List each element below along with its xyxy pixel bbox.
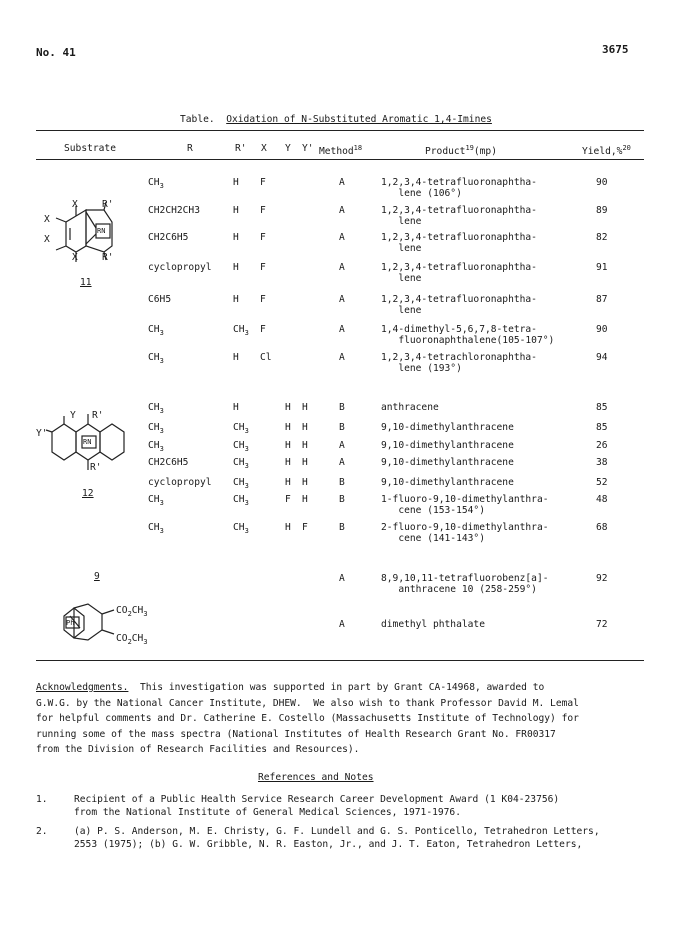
row-method-text: A [339, 324, 345, 335]
row-y-prime-text: H [302, 422, 308, 433]
row-r-prime [233, 494, 249, 509]
row-y [285, 494, 291, 505]
product-line-1: 1,2,3,4-tetrafluoronaphtha- [381, 205, 537, 216]
row-r [148, 422, 164, 437]
row-yield: 82 [596, 232, 608, 243]
row-yield: 87 [596, 294, 608, 305]
row-method [339, 619, 345, 630]
row-method [339, 352, 345, 363]
references-heading: References and Notes [258, 772, 374, 783]
row-method-text: A [339, 294, 345, 305]
product-mp: (mp) [473, 146, 497, 158]
row-y-text: H [285, 440, 291, 451]
ester-co-sub-2: 2 [127, 637, 132, 646]
row-yield: 85 [596, 422, 608, 433]
col-header-substrate: Substrate [64, 143, 116, 154]
s11-rn: RN [97, 227, 106, 235]
product-line-1: 1-fluoro-9,10-dimethylanthra- [381, 494, 549, 505]
row-r-prime [233, 457, 249, 472]
row-yield: 52 [596, 477, 608, 488]
ack-line-2: for helpful comments and Dr. Catherine E. Costello (Massachusetts Institute of Technology) for [36, 713, 579, 725]
row-y-prime-text: H [302, 494, 308, 505]
row-r-prime [233, 522, 249, 537]
ref-1-line-1: from the National Institute of General Medical Sciences, 1971-1976. [74, 806, 461, 818]
s11-x-top: X [72, 199, 78, 210]
row-r-sub: 3 [159, 426, 164, 435]
table-bottom-rule [36, 660, 644, 661]
col-header-yield [582, 143, 631, 157]
product-line-1: 1,2,3,4-tetrachloronaphtha- [381, 352, 537, 363]
row-method [339, 324, 345, 335]
row-method-text: B [339, 422, 345, 433]
row-r-text: CH [148, 440, 160, 451]
col-header-r: R [187, 143, 193, 154]
row-r-prime [233, 422, 249, 437]
row-product [381, 619, 485, 641]
row-y-prime-text: H [302, 477, 308, 488]
row-yield: 89 [596, 205, 608, 216]
structure-11-diagram [46, 198, 132, 268]
row-product [381, 262, 537, 284]
row-r-text: CH [148, 522, 160, 533]
row-r-prime [233, 205, 239, 220]
row-y-prime [302, 457, 308, 468]
row-r [148, 232, 188, 247]
row-r-prime-text: H [233, 205, 239, 216]
row-r-prime [233, 324, 249, 339]
row-r-sub: 3 [159, 356, 164, 365]
ester-ch-2: CH [131, 633, 144, 644]
row-r-sub: 3 [159, 328, 164, 337]
row-y-prime [302, 477, 308, 488]
row-x [260, 177, 266, 188]
product-line-2: fluoronaphthalene(105-107°) [398, 335, 555, 346]
row-r-sub: 3 [159, 444, 164, 453]
row-r-prime [233, 177, 239, 192]
row-yield: 68 [596, 522, 608, 533]
row-y-text: H [285, 457, 291, 468]
row-method [339, 440, 345, 451]
row-method [339, 422, 345, 433]
method-label: Method [319, 146, 354, 158]
row-yield: 48 [596, 494, 608, 505]
row-r-prime-text: H [233, 232, 239, 243]
row-r-prime-text: CH [233, 440, 245, 451]
row-x-text: F [260, 205, 266, 216]
row-x [260, 352, 272, 363]
row-y-prime [302, 402, 308, 413]
method-footnote: 18 [353, 144, 363, 152]
row-y [285, 457, 291, 468]
row-r-prime [233, 440, 249, 455]
row-method-text: B [339, 402, 345, 413]
product-line-2: lene [398, 305, 422, 316]
product-line-1: anthracene [381, 402, 439, 413]
row-r-prime-text: CH [233, 457, 245, 468]
product-line-1: 9,10-dimethylanthracene [381, 422, 514, 433]
s11-x-left: X [44, 214, 50, 225]
row-r-text: cyclopropyl [148, 477, 212, 488]
row-x-text: F [260, 177, 266, 188]
row-yield: 90 [596, 324, 608, 335]
row-x-text: Cl [260, 352, 272, 363]
row-product [381, 402, 439, 424]
product-line-1: 9,10-dimethylanthracene [381, 457, 514, 468]
substrate-label-11: 11 [80, 277, 92, 288]
s12-y: Y [70, 410, 76, 421]
row-yield: 72 [596, 619, 608, 630]
row-method-text: A [339, 457, 345, 468]
row-y [285, 402, 291, 413]
row-y-prime [302, 422, 308, 433]
row-method-text: A [339, 177, 345, 188]
row-method [339, 402, 345, 413]
ester-co-sub: 2 [127, 609, 132, 618]
table-top-rule [36, 130, 644, 131]
row-product [381, 177, 537, 199]
product-line-2: cene (141-143°) [398, 533, 485, 544]
row-x-text: F [260, 324, 266, 335]
product-line-1: 1,2,3,4-tetrafluoronaphtha- [381, 177, 537, 188]
row-r-prime-sub: 3 [244, 426, 249, 435]
row-y [285, 522, 291, 533]
row-x [260, 232, 266, 243]
page-number: 3675 [602, 43, 629, 56]
col-header-r-prime: R' [235, 143, 247, 154]
product-line-1: 1,2,3,4-tetrafluoronaphtha- [381, 294, 537, 305]
row-r-sub: 3 [159, 526, 164, 535]
row-method-text: A [339, 232, 345, 243]
row-method-text: A [339, 262, 345, 273]
row-y-prime-text: H [302, 457, 308, 468]
row-r [148, 457, 188, 472]
row-method-text: B [339, 477, 345, 488]
row-r-text: CH2C6H5 [148, 457, 189, 468]
row-y-prime [302, 494, 308, 505]
row-yield: 90 [596, 177, 608, 188]
row-r-prime-sub: 3 [244, 526, 249, 535]
product-line-2: lene (106°) [398, 188, 462, 199]
row-r-sub: 3 [159, 498, 164, 507]
ref-2-line-1: 2553 (1975); (b) G. W. Gribble, N. R. Easton, Jr., and J. T. Eaton, Tetrahedron Letters, [74, 838, 583, 850]
row-method-text: A [339, 440, 345, 451]
row-y-text: H [285, 422, 291, 433]
row-y-text: H [285, 477, 291, 488]
row-r-text: CH [148, 324, 160, 335]
ref-1-number: 1. [36, 794, 48, 805]
row-r-text: CH [148, 177, 160, 188]
row-r-text: CH [148, 422, 160, 433]
row-yield: 26 [596, 440, 608, 451]
row-r-prime-sub: 3 [244, 461, 249, 470]
row-r-prime-text: H [233, 294, 239, 305]
row-product [381, 522, 549, 544]
row-x-text: F [260, 294, 266, 305]
row-method [339, 294, 345, 305]
row-method [339, 205, 345, 216]
col-header-y: Y [285, 143, 291, 154]
row-x-text: F [260, 232, 266, 243]
table-header-rule [36, 159, 644, 160]
product-line-1: 9,10-dimethylanthracene [381, 477, 514, 488]
s11-r1-top: R' [102, 199, 114, 210]
row-r-prime-sub: 3 [244, 328, 249, 337]
row-y [285, 422, 291, 433]
row-r-prime [233, 232, 239, 247]
row-r-prime-text: CH [233, 422, 245, 433]
table-caption-title: Oxidation of N-Substituted Aromatic 1,4-Imines [226, 114, 492, 125]
product-line-2: anthracene 10 (258-259°) [398, 584, 537, 595]
row-r-text: CH2CH2CH3 [148, 205, 200, 216]
row-method [339, 573, 345, 584]
row-r [148, 262, 212, 277]
row-r-text: CH [148, 352, 160, 363]
row-product [381, 324, 554, 346]
col-header-method [319, 143, 362, 157]
row-r-prime [233, 294, 239, 309]
product-line-1: 9,10-dimethylanthracene [381, 440, 514, 451]
row-r-sub: 3 [159, 181, 164, 190]
table-caption [180, 114, 492, 125]
row-yield: 94 [596, 352, 608, 363]
row-r [148, 440, 164, 455]
ref-2-line-0: (a) P. S. Anderson, M. E. Christy, G. F. Lundell and G. S. Ponticello, Tetrahedron Letters, [74, 826, 600, 837]
row-x [260, 262, 266, 273]
ref-1-line-0: Recipient of a Public Health Service Research Career Development Award (1 K04-23756) [74, 794, 560, 805]
row-y-prime-text: H [302, 440, 308, 451]
s12-r1-bottom: R' [90, 462, 102, 473]
product-line-1: 8,9,10,11-tetrafluorobenz[a]- [381, 573, 549, 584]
row-r-prime-text: CH [233, 494, 245, 505]
row-r-text: CH [148, 402, 160, 413]
row-r-prime-sub: 3 [244, 444, 249, 453]
ester-co-2: CO [116, 633, 128, 644]
ester-ch: CH [131, 605, 144, 616]
row-r-prime [233, 262, 239, 277]
row-yield: 85 [596, 402, 608, 413]
row-r-prime-text: CH [233, 477, 245, 488]
row-r [148, 494, 164, 509]
yield-label: Yield,% [582, 146, 623, 158]
acknowledgments [36, 680, 636, 758]
row-y-prime-text: H [302, 402, 308, 413]
col-header-x: X [261, 143, 267, 154]
product-label: Product [425, 146, 466, 158]
product-line-2: lene [398, 243, 422, 254]
col-header-product [425, 143, 497, 157]
s11-x-bottom: X [72, 252, 78, 263]
row-r [148, 477, 212, 492]
row-r-prime-text: CH [233, 522, 245, 533]
row-method [339, 494, 345, 505]
ester-ch-sub: 3 [143, 609, 148, 618]
row-method-text: A [339, 619, 345, 630]
row-r-prime [233, 402, 239, 417]
row-method-text: B [339, 522, 345, 533]
row-method-text: A [339, 352, 345, 363]
row-product [381, 205, 537, 227]
s12-y-prime: Y' [36, 428, 48, 439]
row-x [260, 294, 266, 305]
row-r-prime-text: H [233, 177, 239, 188]
row-r-prime-text: H [233, 262, 239, 273]
product-footnote: 19 [465, 144, 474, 152]
row-r-text: C6H5 [148, 294, 172, 305]
yield-footnote: 20 [622, 144, 631, 152]
s11-x-left-2: X [44, 234, 50, 245]
row-method-text: A [339, 205, 345, 216]
s12-r1-top: R' [92, 410, 104, 421]
row-y-prime [302, 440, 308, 451]
ref-1-text [74, 794, 559, 819]
row-y-text: H [285, 402, 291, 413]
product-line-2: cene (153-154°) [398, 505, 485, 516]
row-yield: 91 [596, 262, 608, 273]
ack-line-0: This investigation was supported in part by Grant CA-14968, awarded to [128, 682, 545, 693]
ack-line-4: from the Division of Research Facilities and Resources). [36, 744, 360, 756]
substrate-label-9: 9 [94, 571, 100, 582]
row-y-prime [302, 522, 308, 533]
ref-2-text [74, 826, 600, 851]
row-y-text: H [285, 522, 291, 533]
row-r-sub: 3 [159, 406, 164, 415]
row-yield: 38 [596, 457, 608, 468]
row-r-text: CH [148, 494, 160, 505]
journal-issue-number: No. 41 [36, 46, 76, 59]
row-y [285, 477, 291, 488]
product-line-1: 1,4-dimethyl-5,6,7,8-tetra- [381, 324, 537, 335]
row-r-prime-text: H [233, 352, 239, 363]
ph-label: Ph [66, 619, 75, 627]
s12-rn: RN [83, 438, 92, 446]
col-header-y-prime: Y' [302, 143, 314, 154]
row-r-prime-text: CH [233, 324, 245, 335]
product-line-1: 2-fluoro-9,10-dimethylanthra- [381, 522, 549, 533]
row-product [381, 294, 537, 316]
row-x [260, 324, 266, 335]
row-method [339, 522, 345, 533]
ester-ch-sub-2: 3 [143, 637, 148, 646]
s11-r1-bottom: R' [102, 252, 114, 263]
product-line-2: lene [398, 273, 422, 284]
ester-co: CO [116, 605, 128, 616]
ref-2-number: 2. [36, 826, 48, 837]
row-r-prime [233, 352, 239, 367]
row-r [148, 205, 200, 220]
row-r [148, 402, 164, 417]
row-method-text: B [339, 494, 345, 505]
row-r [148, 294, 171, 309]
row-product [381, 457, 514, 479]
product-line-2: lene (193°) [398, 363, 462, 374]
row-method [339, 177, 345, 188]
row-method [339, 262, 345, 273]
acknowledgments-heading: Acknowledgments. [36, 682, 129, 693]
row-yield: 92 [596, 573, 608, 584]
product-line-1: dimethyl phthalate [381, 619, 485, 630]
ack-line-1: G.W.G. by the National Cancer Institute, DHEW. We also wish to thank Professor David M. Lemal [36, 697, 579, 709]
row-method [339, 232, 345, 243]
product-line-1: 1,2,3,4-tetrafluoronaphtha- [381, 262, 537, 273]
row-r [148, 352, 164, 367]
product-line-1: 1,2,3,4-tetrafluoronaphtha- [381, 232, 537, 243]
table-caption-prefix: Table. [180, 114, 215, 125]
row-r-text: cyclopropyl [148, 262, 212, 273]
row-r [148, 324, 164, 339]
row-method [339, 457, 345, 468]
row-r-prime-sub: 3 [244, 498, 249, 507]
ester-top [116, 605, 148, 620]
row-r-prime [233, 477, 249, 492]
row-r-prime-text: H [233, 402, 239, 413]
row-r-prime-sub: 3 [244, 481, 249, 490]
row-product [381, 232, 537, 254]
row-x-text: F [260, 262, 266, 273]
row-method-text: A [339, 573, 345, 584]
ester-bottom [116, 633, 148, 648]
row-y-text: F [285, 494, 291, 505]
product-line-2: lene [398, 216, 422, 227]
row-r [148, 522, 164, 537]
ack-line-3: running some of the mass spectra (National Institutes of Health Research Grant No. FR00317 [36, 728, 556, 740]
row-r-text: CH2C6H5 [148, 232, 189, 243]
row-product [381, 352, 537, 374]
row-x [260, 205, 266, 216]
row-y [285, 440, 291, 451]
substrate-label-12: 12 [82, 488, 94, 499]
row-method [339, 477, 345, 488]
row-r [148, 177, 164, 192]
row-product [381, 494, 549, 516]
row-y-prime-text: F [302, 522, 308, 533]
row-product [381, 573, 549, 595]
